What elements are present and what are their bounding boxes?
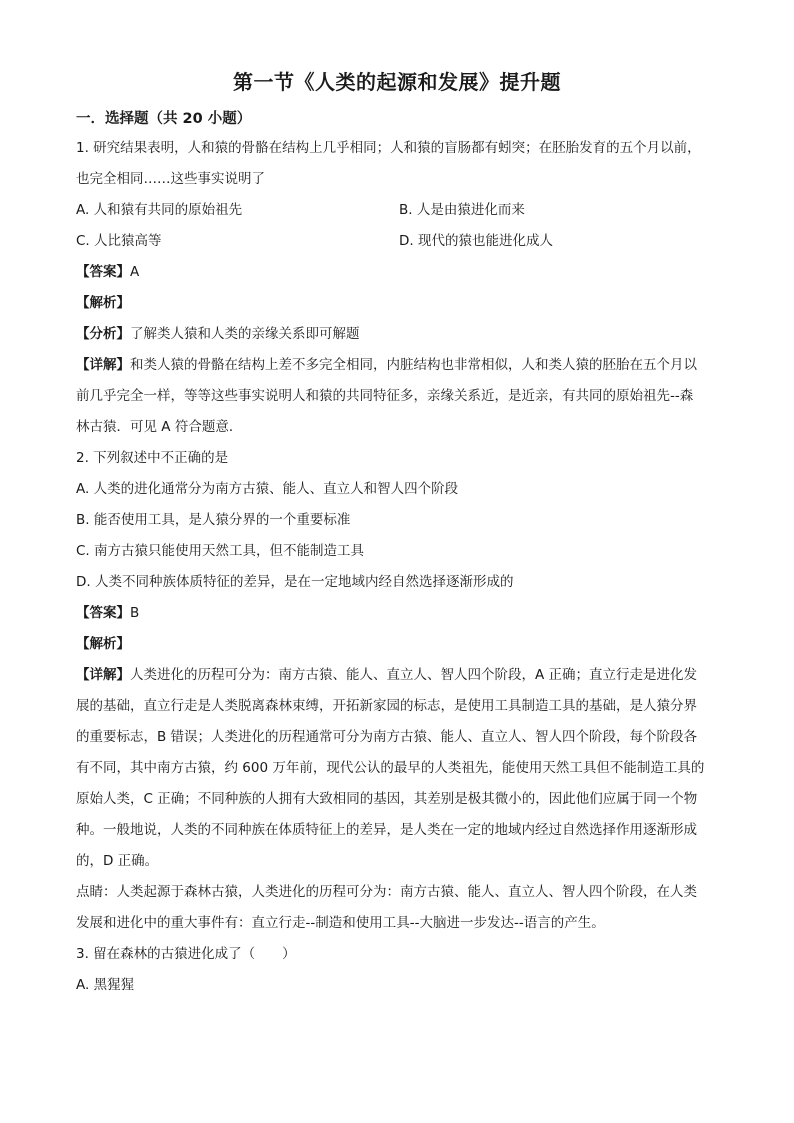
- q2-detail-line2: 展的基础，直立行走是人类脱离森林束缚，开拓新家园的标志，是使用工具制造工具的基础，是人猿分界: [76, 698, 697, 714]
- q2-option-c: C. 南方古猿只能使用天然工具，但不能制造工具: [76, 543, 365, 559]
- q2-detail-line6: 种。一般地说，人类的不同种族在体质特征上的差异，是人类在一定的地域内经过自然选择作用逐渐形成: [76, 822, 697, 838]
- q1-option-d: D. 现代的猿也能进化成人: [399, 233, 553, 249]
- q1-answer-value: A: [130, 264, 140, 280]
- q2-detail-line3: 的重要标志，B 错误；人类进化的历程通常可分为南方古猿、能人、直立人、智人四个阶段，每个阶段各: [76, 729, 698, 745]
- q1-option-a: A. 人和猿有共同的原始祖先: [76, 202, 243, 218]
- q1-stem-line2: 也完全相同……这些事实说明了: [76, 171, 265, 187]
- q1-fenxi: [76, 319, 722, 350]
- q2-option-a: A. 人类的进化通常分为南方古猿、能人、直立人和智人四个阶段: [76, 481, 459, 497]
- q2-analysis-label: 【解析】: [76, 636, 130, 652]
- q2-note-line1: 点睛：人类起源于森林古猿，人类进化的历程可分为：南方古猿、能人、直立人、智人四个阶段，在人类: [76, 884, 697, 900]
- q2-analysis-heading: [76, 629, 722, 660]
- q2-option-d: D. 人类不同种族体质特征的差异，是在一定地域内经自然选择逐渐形成的: [76, 574, 514, 590]
- q2-detail-line7: 的，D 正确。: [76, 853, 159, 869]
- q2-note-line2: 发展和进化中的重大事件有：直立行走--制造和使用工具--大脑进一步发达--语言的产生。: [76, 915, 605, 931]
- q1-options-row2: [76, 226, 722, 257]
- page-title: 第一节《人类的起源和发展》提升题: [233, 70, 561, 94]
- q1-answer-label: 【答案】: [76, 264, 130, 280]
- q2-option-b: B. 能否使用工具，是人猿分界的一个重要标准: [76, 512, 351, 528]
- q2-detail-text1: 人类进化的历程可分为：南方古猿、能人、直立人、智人四个阶段，A 正确；直立行走是进化发: [130, 667, 698, 683]
- q1-detail-line2: 前几乎完全一样，等等这些事实说明人和猿的共同特征多，亲缘关系近，是近亲，有共同的原始祖先--森: [76, 388, 694, 404]
- q3-option-a: A. 黑猩猩: [76, 977, 135, 993]
- q2-answer: [76, 598, 722, 629]
- q1-stem-line1: 1. 研究结果表明，人和猿的骨骼在结构上几乎相同；人和猿的盲肠都有蚓突；在胚胎发育的五个月以前，: [76, 140, 701, 156]
- q2-answer-label: 【答案】: [76, 605, 130, 621]
- q1-detail-line3: 林古猿．可见 A 符合题意．: [76, 419, 243, 435]
- q2-detail-line1: [76, 660, 722, 691]
- q2-detail-label: 【详解】: [76, 667, 130, 683]
- q1-fenxi-text: 了解类人猿和人类的亲缘关系即可解题: [130, 326, 360, 342]
- q1-option-c: C. 人比猿高等: [76, 233, 162, 249]
- q1-analysis-heading: [76, 288, 722, 319]
- q2-detail-line4: 有不同，其中南方古猿，约 600 万年前，现代公认的最早的人类祖先，能使用天然工具但不能制造工具的: [76, 760, 705, 776]
- question-3: [76, 939, 722, 1001]
- question-1: [76, 133, 722, 443]
- q1-options-row1: [76, 195, 722, 226]
- question-2: [76, 443, 722, 939]
- q3-stem: 3. 留在森林的古猿进化成了（ ）: [76, 946, 296, 962]
- q1-detail-line1: [76, 350, 722, 381]
- q2-answer-value: B: [130, 605, 140, 621]
- q1-detail-label: 【详解】: [76, 357, 130, 373]
- q2-stem: 2. 下列叙述中不正确的是: [76, 450, 229, 466]
- q1-option-b: B. 人是由猿进化而来: [399, 202, 525, 218]
- q1-answer: [76, 257, 722, 288]
- q1-analysis-label: 【解析】: [76, 295, 130, 311]
- q2-detail-line5: 原始人类，C 正确；不同种族的人拥有大致相同的基因，其差别是极其微小的，因此他们应属于同一个物: [76, 791, 698, 807]
- q1-detail-text1: 和类人猿的骨骼在结构上差不多完全相同，内脏结构也非常相似，人和类人猿的胚胎在五个月以: [130, 357, 697, 373]
- section-heading: 一．选择题（共 20 小题）: [76, 111, 252, 127]
- q1-fenxi-label: 【分析】: [76, 326, 130, 342]
